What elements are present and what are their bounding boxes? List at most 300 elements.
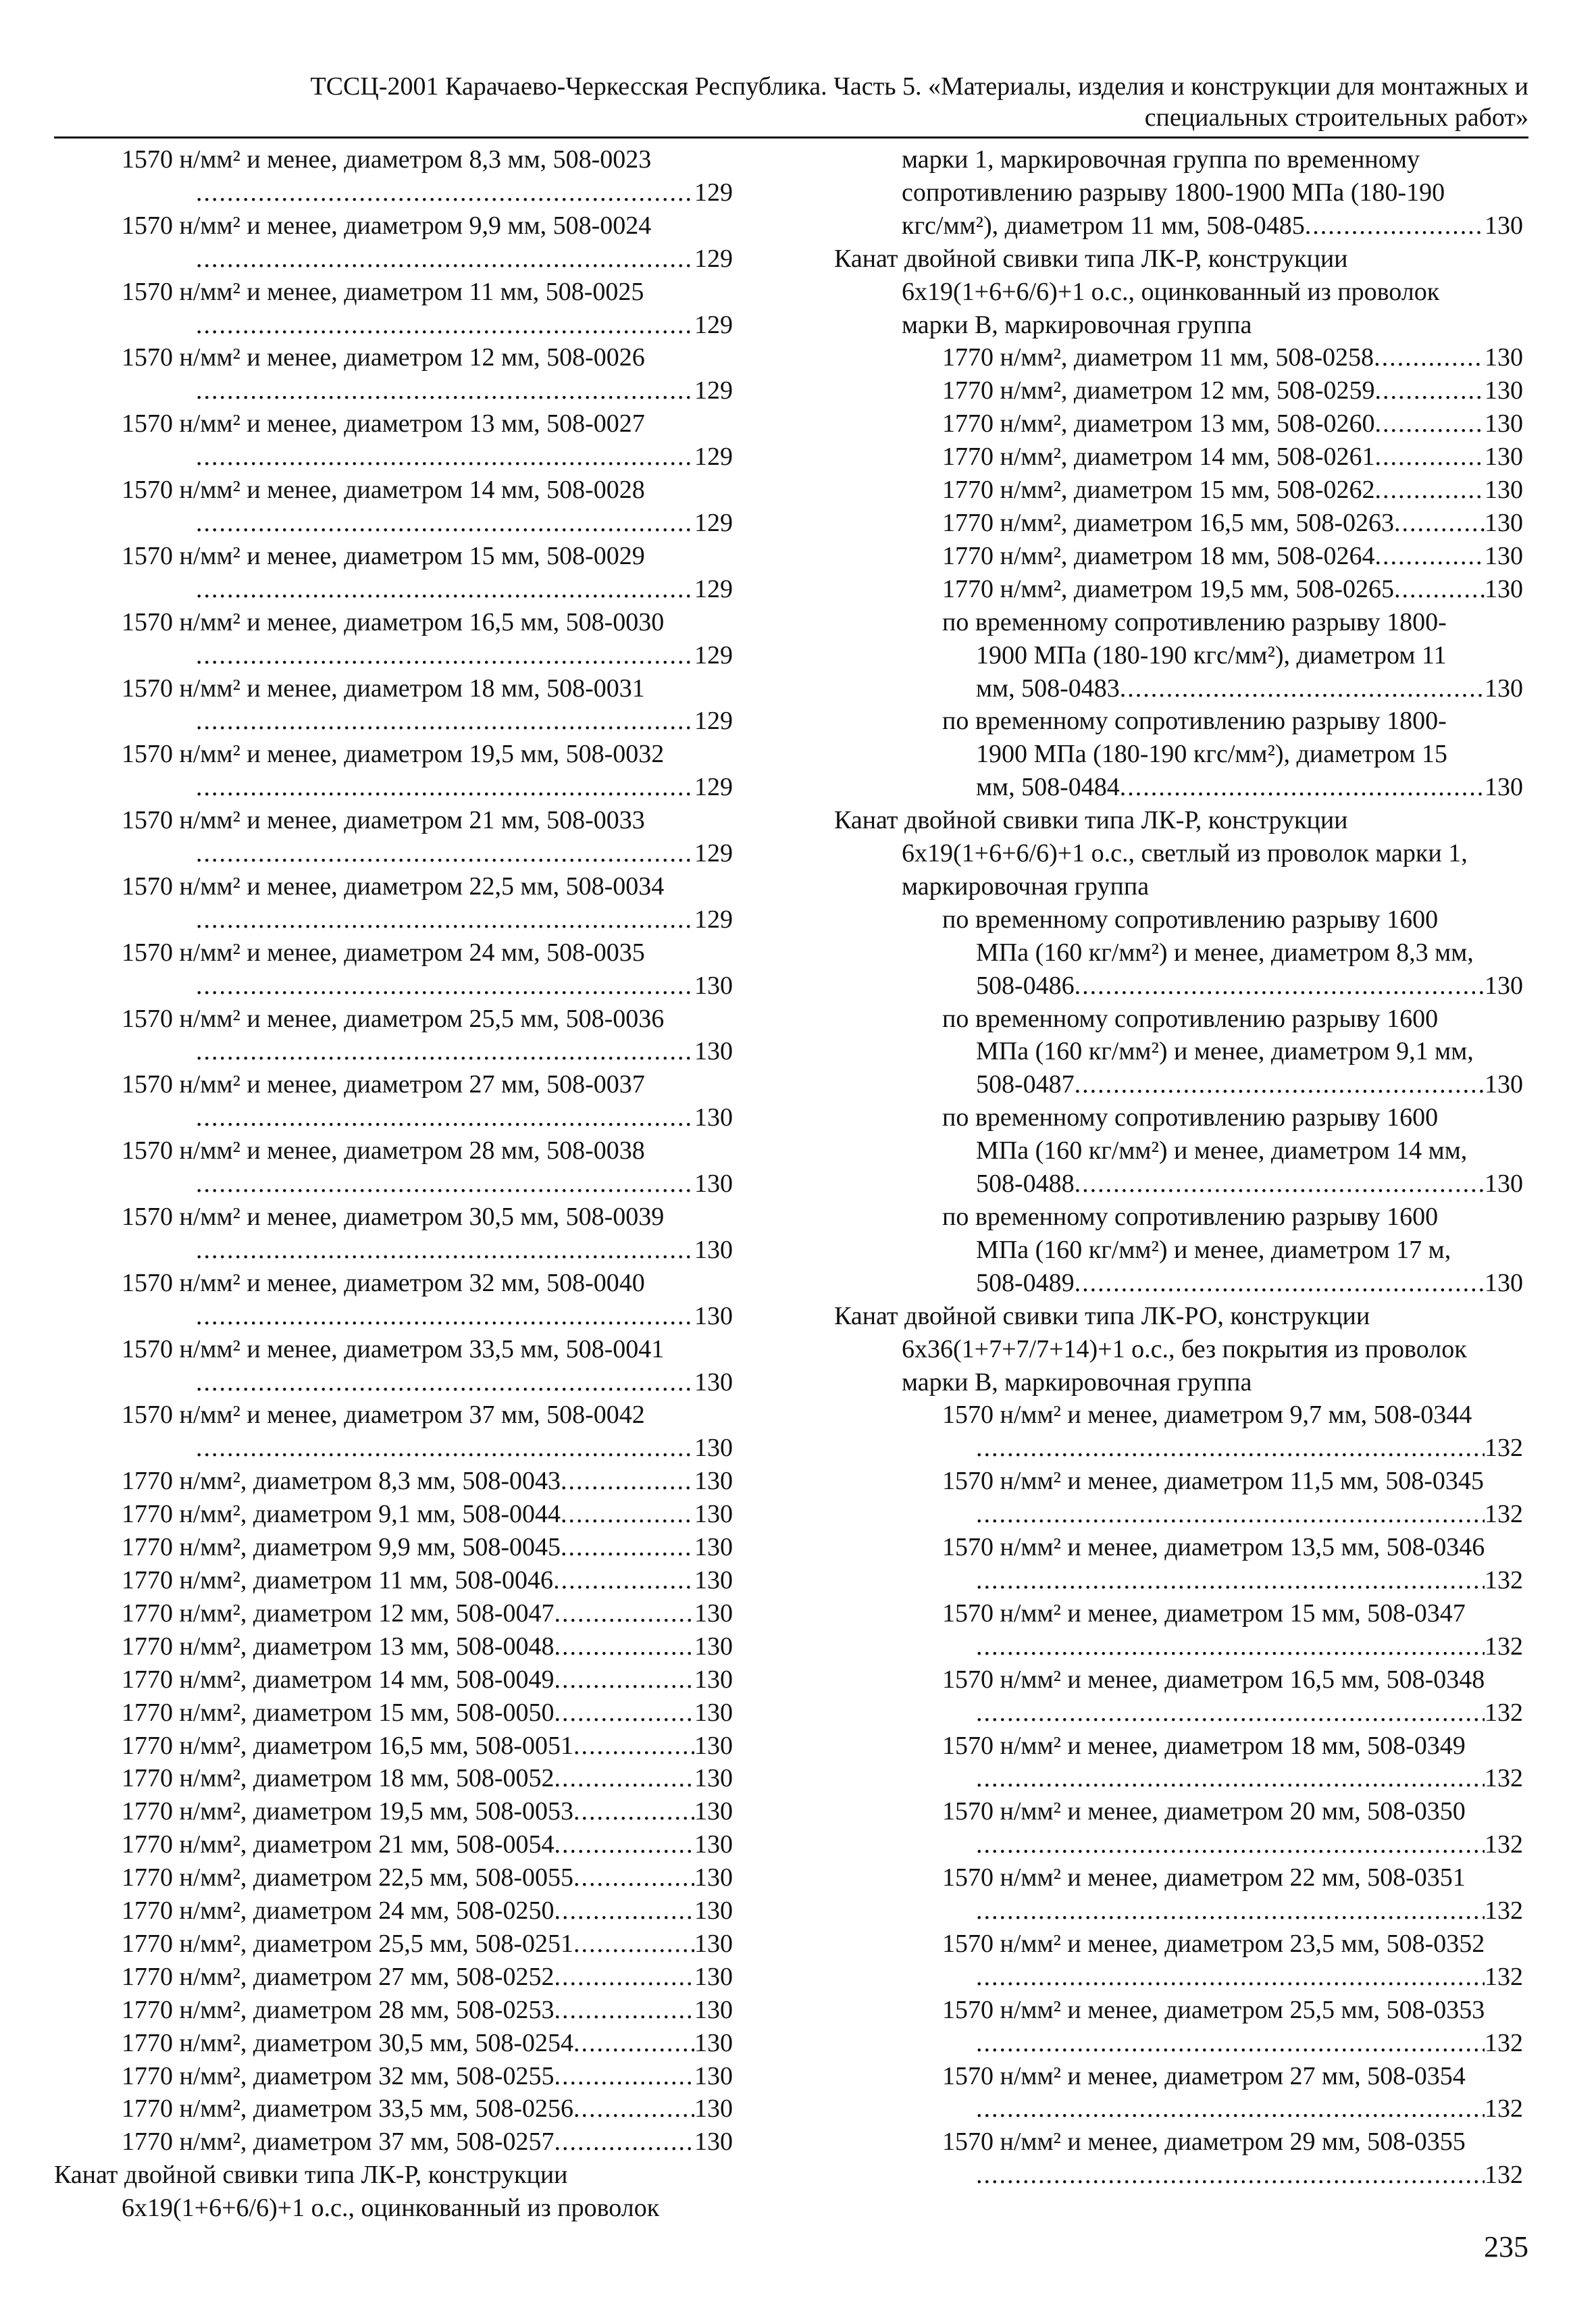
index-leader-line (54, 1795, 733, 1828)
index-entry (834, 2126, 1523, 2192)
index-entry-text: 1770 н/мм², диаметром 27 мм, 508-0252 (122, 1962, 555, 1991)
index-text-line: 1570 н/мм² и менее, диаметром 20 мм, 508-0350 (942, 1797, 1466, 1826)
index-entry-text: 1770 н/мм², диаметром 19,5 мм, 508-0265 (942, 574, 1394, 603)
dot-leader (196, 1432, 694, 1465)
dot-leader (976, 2027, 1485, 2060)
right-column (834, 143, 1523, 2192)
index-entry-text: 1770 н/мм², диаметром 11 мм, 508-0046 (122, 1565, 554, 1594)
index-leader-line (834, 209, 1523, 243)
dot-leader (196, 1300, 694, 1333)
dot-leader (196, 705, 694, 738)
index-entry-text: 1770 н/мм², диаметром 14 мм, 508-0261 (942, 443, 1375, 472)
index-text-line: 1570 н/мм² и менее, диаметром 12 мм, 508-0026 (122, 343, 645, 372)
index-page-ref: 130 (1485, 1070, 1523, 1099)
index-text-line: МПа (160 кг/мм²) и менее, диаметром 9,1 мм, (976, 1037, 1474, 1066)
dot-leader (196, 970, 694, 1003)
index-entry-text: 1770 н/мм², диаметром 13 мм, 508-0048 (122, 1632, 555, 1661)
index-entry-text: 1770 н/мм², диаметром 30,5 мм, 508-0254 (122, 2028, 573, 2057)
index-entry-text: мм, 508-0484 (976, 773, 1120, 802)
index-entry (834, 1928, 1523, 1994)
index-page-ref: 132 (1485, 1500, 1523, 1529)
dot-leader (1305, 209, 1485, 243)
index-leader-line (54, 1432, 733, 1465)
dot-leader (196, 1234, 694, 1267)
index-leader-line (54, 1498, 733, 1531)
index-page-ref: 130 (694, 1731, 733, 1760)
index-leader-line (54, 1696, 733, 1730)
index-page-ref: 130 (694, 1235, 733, 1264)
dot-leader (573, 1795, 694, 1828)
index-page-ref: 129 (694, 640, 733, 670)
index-leader-line (54, 903, 733, 936)
index-leader-line (834, 1167, 1523, 1201)
dot-leader (554, 1630, 694, 1663)
index-page-ref: 129 (694, 773, 733, 802)
index-leader-line (54, 2060, 733, 2093)
index-text-line: 1900 МПа (180-190 кгс/мм²), диаметром 11 (976, 640, 1447, 670)
index-text-line: по временному сопротивлению разрыву 1600 (942, 1004, 1439, 1033)
index-page-ref: 132 (1485, 1830, 1523, 1859)
index-entry (834, 1730, 1523, 1796)
page-number: 235 (1484, 2230, 1528, 2263)
index-entry (54, 1068, 733, 1134)
index-text-line: 1570 н/мм² и менее, диаметром 19,5 мм, 508-0032 (122, 740, 665, 769)
index-page-ref: 130 (1485, 1169, 1523, 1199)
index-leader-line (54, 441, 733, 474)
index-entry (54, 341, 733, 407)
dot-leader (196, 903, 694, 936)
dot-leader (1394, 507, 1485, 540)
index-page-ref: 132 (1485, 2028, 1523, 2057)
index-page-ref: 130 (694, 1698, 733, 1727)
index-page-ref: 130 (694, 1037, 733, 1066)
index-entry-text: кгс/мм²), диаметром 11 мм, 508-0485 (902, 211, 1305, 240)
index-entry (54, 936, 733, 1003)
dot-leader (976, 2159, 1485, 2192)
index-entry-text: 1770 н/мм², диаметром 21 мм, 508-0054 (122, 1830, 555, 1859)
index-entry (54, 407, 733, 474)
running-header (54, 71, 1528, 133)
index-leader-line (54, 1300, 733, 1333)
index-entry-text: 1770 н/мм², диаметром 25,5 мм, 508-0251 (122, 1929, 573, 1958)
index-page-ref: 129 (694, 178, 733, 207)
index-entry-text: 1770 н/мм², диаметром 16,5 мм, 508-0263 (942, 508, 1394, 537)
dot-leader (553, 1564, 694, 1597)
index-text-line: Канат двойной свивки типа ЛК-Р, конструкции (834, 244, 1348, 273)
index-leader-line (834, 540, 1523, 573)
index-page-ref: 132 (1485, 1698, 1523, 1727)
dot-leader (1374, 540, 1485, 573)
index-page-ref: 132 (1485, 1962, 1523, 1991)
dot-leader (1374, 407, 1485, 441)
index-entry (54, 474, 733, 540)
index-entry (54, 1134, 733, 1201)
index-leader-line (54, 1366, 733, 1399)
index-leader-line (54, 1663, 733, 1696)
dot-leader (554, 1663, 694, 1696)
index-leader-line (834, 474, 1523, 507)
index-leader-line (834, 1961, 1523, 1994)
index-entry-text: 1770 н/мм², диаметром 12 мм, 508-0259 (942, 376, 1375, 405)
index-page-ref: 130 (694, 2094, 733, 2123)
index-text-line: 1570 н/мм² и менее, диаметром 9,7 мм, 508-0344 (942, 1401, 1472, 1430)
index-entry (834, 1399, 1523, 1465)
index-leader-line (834, 1696, 1523, 1730)
index-text-line: 1570 н/мм² и менее, диаметром 11 мм, 508-0025 (122, 277, 644, 306)
index-entry (834, 1531, 1523, 1597)
dot-leader (561, 1498, 694, 1531)
index-entry (54, 276, 733, 342)
index-leader-line (834, 1828, 1523, 1861)
index-page-ref: 130 (1485, 443, 1523, 472)
index-leader-line (54, 1035, 733, 1068)
index-leader-line (834, 1894, 1523, 1928)
dot-leader (554, 1994, 694, 2027)
index-page-ref: 130 (1485, 211, 1523, 240)
dot-leader (196, 1101, 694, 1134)
index-leader-line (54, 2126, 733, 2159)
index-leader-line (54, 1828, 733, 1861)
dot-leader (196, 573, 694, 606)
dot-leader (976, 1432, 1485, 1465)
index-page-ref: 132 (1485, 1632, 1523, 1661)
dot-leader (1394, 573, 1485, 606)
index-leader-line (834, 507, 1523, 540)
dot-leader (1374, 441, 1485, 474)
index-page-ref: 130 (694, 1929, 733, 1958)
index-entry (54, 672, 733, 738)
index-leader-line (54, 705, 733, 738)
dot-leader (976, 2092, 1485, 2126)
dot-leader (573, 1928, 694, 1961)
dot-leader (1075, 1167, 1485, 1201)
index-text-line: 1570 н/мм² и менее, диаметром 13,5 мм, 508-0346 (942, 1533, 1485, 1562)
index-leader-line (54, 1994, 733, 2027)
index-text-line: 1570 н/мм² и менее, диаметром 37 мм, 508-0042 (122, 1401, 645, 1430)
index-leader-line (834, 1068, 1523, 1101)
index-text-line: Канат двойной свивки типа ЛК-Р, конструкции (834, 806, 1348, 835)
index-text-line: 1900 МПа (180-190 кгс/мм²), диаметром 15 (976, 740, 1447, 769)
index-entry-text: 508-0489 (976, 1268, 1075, 1297)
index-leader-line (54, 771, 733, 804)
index-entry-text: мм, 508-0483 (976, 674, 1120, 703)
index-entry-text: 1770 н/мм², диаметром 22,5 мм, 508-0055 (122, 1863, 573, 1892)
index-page-ref: 132 (1485, 1896, 1523, 1926)
dot-leader (976, 1828, 1485, 1861)
index-page-ref: 130 (1485, 674, 1523, 703)
dot-leader (196, 1035, 694, 1068)
index-page-ref: 130 (694, 1830, 733, 1859)
dot-leader (1075, 1267, 1485, 1300)
index-leader-line (834, 573, 1523, 606)
index-text-line: марки 1, маркировочная группа по временному (902, 145, 1420, 174)
index-page-ref: 130 (694, 1863, 733, 1892)
index-leader-line (834, 441, 1523, 474)
index-entry (54, 1333, 733, 1399)
index-leader-line (834, 970, 1523, 1003)
dot-leader (573, 1730, 694, 1763)
index-entry-text: 1770 н/мм², диаметром 9,1 мм, 508-0044 (122, 1500, 561, 1529)
index-entry-text: 508-0488 (976, 1169, 1075, 1199)
index-page-ref: 130 (1485, 476, 1523, 505)
index-leader-line (54, 837, 733, 870)
dot-leader (1374, 474, 1485, 507)
index-leader-line (54, 1961, 733, 1994)
index-entry-text: 1770 н/мм², диаметром 24 мм, 508-0250 (122, 1896, 555, 1926)
index-text-line: 1570 н/мм² и менее, диаметром 22,5 мм, 508-0034 (122, 872, 665, 901)
dot-leader (554, 2126, 694, 2159)
index-text-line: 1570 н/мм² и менее, диаметром 25,5 мм, 508-0036 (122, 1004, 665, 1033)
dot-leader (561, 1465, 694, 1498)
index-leader-line (834, 341, 1523, 374)
index-entry (834, 1861, 1523, 1928)
index-text-line: сопротивлению разрыву 1800-1900 МПа (180-190 (902, 178, 1445, 207)
index-leader-line (54, 1762, 733, 1795)
index-page-ref: 130 (694, 1764, 733, 1793)
index-page-ref: 130 (1485, 409, 1523, 438)
index-page-ref: 130 (1485, 1268, 1523, 1297)
index-text-line: марки В, маркировочная группа (902, 310, 1252, 339)
running-header-line-1: ТССЦ-2001 Карачаево-Черкесская Республика. Часть 5. «Материалы, изделия и конструкции для монтажных и (310, 72, 1528, 101)
index-text-line: 1570 н/мм² и менее, диаметром 21 мм, 508-0033 (122, 806, 645, 835)
dot-leader (1374, 341, 1485, 374)
index-page-ref: 129 (694, 839, 733, 868)
index-leader-line (54, 1564, 733, 1597)
index-page-ref: 130 (694, 2061, 733, 2090)
index-page-ref: 132 (1485, 1434, 1523, 1463)
dot-leader (554, 1762, 694, 1795)
index-text-line: по временному сопротивлению разрыву 1800- (942, 707, 1447, 736)
index-leader-line (54, 1861, 733, 1894)
index-page-ref: 130 (694, 1797, 733, 1826)
index-page-ref: 130 (694, 971, 733, 1000)
index-leader-line (834, 2027, 1523, 2060)
index-entry (834, 1994, 1523, 2060)
index-page-ref: 130 (694, 1995, 733, 2024)
index-text-line: 1570 н/мм² и менее, диаметром 16,5 мм, 508-0348 (942, 1665, 1485, 1694)
index-leader-line (54, 1894, 733, 1928)
index-page-ref: 129 (694, 244, 733, 273)
index-entry-text: 1770 н/мм², диаметром 28 мм, 508-0253 (122, 1995, 555, 2024)
index-entry (54, 870, 733, 936)
dot-leader (196, 1366, 694, 1399)
index-text-line: 1570 н/мм² и менее, диаметром 33,5 мм, 508-0041 (122, 1334, 665, 1363)
index-page-ref: 130 (694, 1103, 733, 1132)
index-text-line: Канат двойной свивки типа ЛК-РО, конструкции (834, 1301, 1370, 1330)
index-text-line: 6х19(1+6+6/6)+1 о.с., оцинкованный из проволок (902, 277, 1440, 306)
index-text-line: по временному сопротивлению разрыву 1800- (942, 607, 1447, 636)
index-text-line: по временному сопротивлению разрыву 1600 (942, 905, 1439, 934)
index-leader-line (54, 2092, 733, 2126)
index-leader-line (834, 672, 1523, 705)
index-page-ref: 130 (694, 1467, 733, 1496)
dot-leader (196, 309, 694, 342)
index-page-ref: 130 (1485, 343, 1523, 372)
dot-leader (1374, 374, 1485, 407)
index-entry-text: 1770 н/мм², диаметром 37 мм, 508-0257 (122, 2128, 555, 2157)
index-entry-text: 1770 н/мм², диаметром 16,5 мм, 508-0051 (122, 1731, 573, 1760)
index-entry (834, 1795, 1523, 1861)
index-leader-line (834, 1564, 1523, 1597)
index-page-ref: 130 (1485, 376, 1523, 405)
index-leader-line (54, 1101, 733, 1134)
index-page-ref: 130 (694, 2128, 733, 2157)
index-page-ref: 130 (1485, 971, 1523, 1000)
index-page-ref: 130 (694, 1962, 733, 1991)
index-page-ref: 132 (1485, 1764, 1523, 1793)
index-text-line: 1570 н/мм² и менее, диаметром 13 мм, 508-0027 (122, 409, 645, 438)
index-entry (54, 540, 733, 606)
index-page-ref: 130 (694, 1169, 733, 1199)
index-entry-text: 508-0487 (976, 1070, 1075, 1099)
index-entry-text: 1770 н/мм², диаметром 19,5 мм, 508-0053 (122, 1797, 573, 1826)
index-entry (834, 1663, 1523, 1730)
index-text-line: 1570 н/мм² и менее, диаметром 27 мм, 508-0037 (122, 1070, 645, 1099)
index-leader-line (54, 1465, 733, 1498)
index-entry-text: 1770 н/мм², диаметром 32 мм, 508-0255 (122, 2061, 555, 2090)
dot-leader (573, 2092, 694, 2126)
running-header-line-2: специальных строительных работ» (1144, 103, 1528, 132)
index-page-ref: 129 (694, 574, 733, 603)
index-page-ref: 130 (1485, 773, 1523, 802)
index-page-ref: 129 (694, 376, 733, 405)
index-entry-text: 1770 н/мм², диаметром 13 мм, 508-0260 (942, 409, 1375, 438)
index-leader-line (54, 176, 733, 209)
index-page-ref: 130 (694, 1500, 733, 1529)
index-text-line: 1570 н/мм² и менее, диаметром 16,5 мм, 508-0030 (122, 607, 665, 636)
index-text-line: 1570 н/мм² и менее, диаметром 25,5 мм, 508-0353 (942, 1995, 1485, 2024)
dot-leader (554, 1894, 694, 1928)
index-entry-text: 1770 н/мм², диаметром 8,3 мм, 508-0043 (122, 1467, 561, 1496)
dot-leader (976, 1630, 1485, 1663)
index-leader-line (54, 2027, 733, 2060)
index-entry (54, 1201, 733, 1267)
index-text-line: 1570 н/мм² и менее, диаметром 18 мм, 508-0031 (122, 674, 645, 703)
index-entry-text: 1770 н/мм², диаметром 12 мм, 508-0047 (122, 1599, 555, 1628)
index-entry (834, 1597, 1523, 1663)
index-text-line: 1570 н/мм² и менее, диаметром 11,5 мм, 508-0345 (942, 1467, 1484, 1496)
index-page-ref: 129 (694, 310, 733, 339)
index-text-line: марки В, маркировочная группа (902, 1367, 1252, 1397)
index-entry (54, 209, 733, 276)
index-text-line: МПа (160 кг/мм²) и менее, диаметром 14 мм, (976, 1136, 1468, 1165)
index-leader-line (54, 1167, 733, 1201)
index-entry (834, 1465, 1523, 1531)
index-text-line: 1570 н/мм² и менее, диаметром 28 мм, 508-0038 (122, 1136, 645, 1165)
index-page-ref: 132 (1485, 2094, 1523, 2123)
dot-leader (554, 1696, 694, 1730)
index-leader-line (834, 1498, 1523, 1531)
dot-leader (976, 1762, 1485, 1795)
index-page-ref: 130 (694, 1434, 733, 1463)
dot-leader (976, 1498, 1485, 1531)
index-leader-line (834, 1762, 1523, 1795)
dot-leader (196, 507, 694, 540)
index-text-line: 1570 н/мм² и менее, диаметром 29 мм, 508-0355 (942, 2128, 1466, 2157)
index-leader-line (54, 507, 733, 540)
index-leader-line (834, 771, 1523, 804)
index-page-ref: 130 (694, 1599, 733, 1628)
dot-leader (196, 243, 694, 276)
index-text-line: 1570 н/мм² и менее, диаметром 32 мм, 508-0040 (122, 1268, 645, 1297)
index-leader-line (54, 1597, 733, 1630)
dot-leader (1075, 970, 1485, 1003)
index-leader-line (834, 1630, 1523, 1663)
index-page-ref: 130 (694, 1632, 733, 1661)
index-leader-line (54, 573, 733, 606)
dot-leader (976, 1696, 1485, 1730)
index-text-line: по временному сопротивлению разрыву 1600 (942, 1103, 1439, 1132)
dot-leader (1120, 771, 1485, 804)
index-entry-text: 508-0486 (976, 971, 1075, 1000)
dot-leader (196, 176, 694, 209)
index-text-line: 1570 н/мм² и менее, диаметром 15 мм, 508-0029 (122, 541, 645, 570)
index-leader-line (834, 2092, 1523, 2126)
index-entry (834, 2060, 1523, 2126)
index-page-ref: 130 (1485, 508, 1523, 537)
index-page-ref: 130 (1485, 541, 1523, 570)
index-entry-text: 1770 н/мм², диаметром 15 мм, 508-0262 (942, 476, 1375, 505)
index-entry (54, 1267, 733, 1333)
dot-leader (196, 441, 694, 474)
index-leader-line (54, 970, 733, 1003)
index-leader-line (54, 1630, 733, 1663)
dot-leader (554, 1961, 694, 1994)
index-entry-text: 1770 н/мм², диаметром 18 мм, 508-0264 (942, 541, 1375, 570)
index-page-ref: 129 (694, 443, 733, 472)
index-page-ref: 130 (694, 1565, 733, 1594)
dot-leader (196, 374, 694, 407)
index-leader-line (54, 309, 733, 342)
dot-leader (573, 2027, 694, 2060)
index-leader-line (834, 2159, 1523, 2192)
index-entry (54, 606, 733, 672)
index-page-ref: 130 (694, 1665, 733, 1694)
index-leader-line (834, 1267, 1523, 1300)
index-text-line: 1570 н/мм² и менее, диаметром 30,5 мм, 508-0039 (122, 1203, 665, 1231)
dot-leader (976, 1564, 1485, 1597)
left-column (54, 143, 733, 2225)
index-leader-line (834, 374, 1523, 407)
index-text-line: 1570 н/мм² и менее, диаметром 15 мм, 508-0347 (942, 1599, 1466, 1628)
dot-leader (976, 1894, 1485, 1928)
dot-leader (561, 1531, 694, 1564)
index-leader-line (54, 639, 733, 672)
dot-leader (554, 1828, 694, 1861)
index-leader-line (54, 1928, 733, 1961)
index-leader-line (834, 407, 1523, 441)
index-page-ref: 132 (1485, 2161, 1523, 2190)
index-page-ref: 129 (694, 707, 733, 736)
dot-leader (554, 1597, 694, 1630)
index-entry-text: 1770 н/мм², диаметром 11 мм, 508-0258 (942, 343, 1374, 372)
index-leader-line (834, 1432, 1523, 1465)
dot-leader (196, 771, 694, 804)
index-text-line: по временному сопротивлению разрыву 1600 (942, 1203, 1439, 1231)
index-text-line: 1570 н/мм² и менее, диаметром 22 мм, 508-0351 (942, 1863, 1466, 1892)
index-entry (54, 804, 733, 870)
index-text-line: Канат двойной свивки типа ЛК-Р, конструкции (54, 2161, 568, 2190)
dot-leader (196, 837, 694, 870)
index-page-ref: 132 (1485, 1565, 1523, 1594)
index-entry (54, 143, 733, 209)
index-page-ref: 130 (694, 1367, 733, 1397)
index-entry (54, 738, 733, 804)
dot-leader (554, 2060, 694, 2093)
index-entry-text: 1770 н/мм², диаметром 14 мм, 508-0049 (122, 1665, 555, 1694)
index-leader-line (54, 1531, 733, 1564)
index-page-ref: 129 (694, 508, 733, 537)
